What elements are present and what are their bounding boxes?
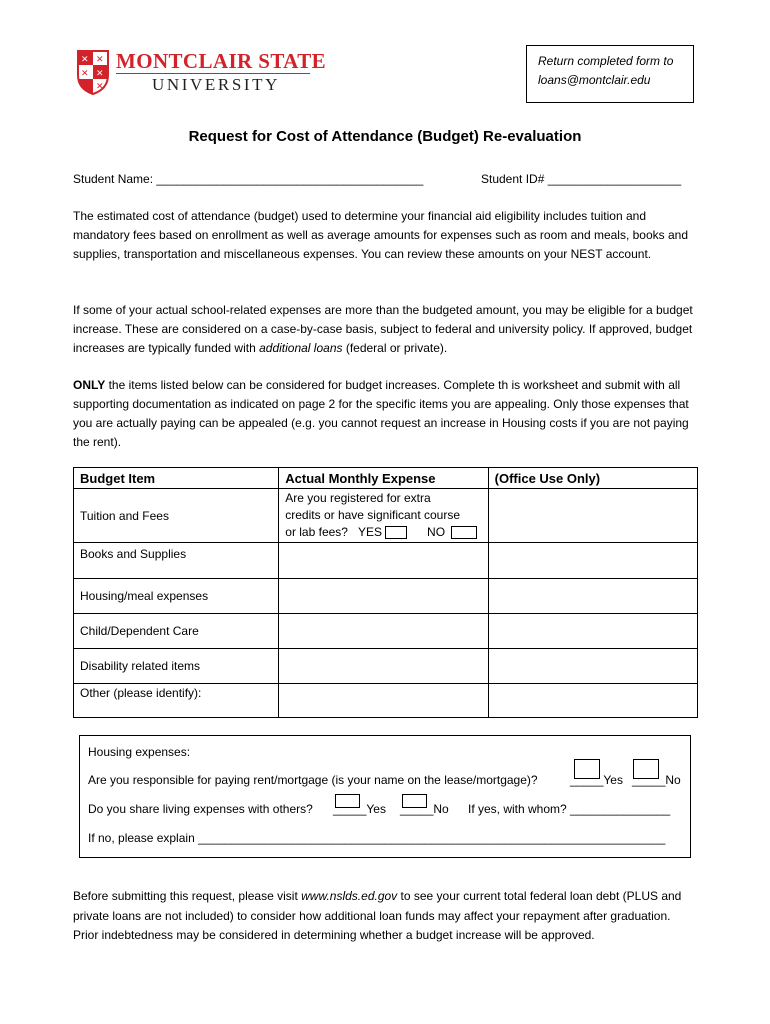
logo-university: UNIVERSITY [152, 75, 280, 94]
share-yes-label: _____Yes [333, 802, 386, 816]
table-row [74, 614, 698, 649]
paragraph-budget-intro: The estimated cost of attendance (budget) used to determine your financial aid eligibility includes tuition and mandatory fees based on enrollment as well as average amounts for expenses such as room and meals, books and supplies, transportation and miscellaneous expenses. You can review these amounts on your NEST account. [73, 209, 689, 261]
office-use-cell [488, 649, 697, 684]
nslds-link[interactable]: www.nslds.ed.gov [301, 889, 398, 903]
row-label-other: Other (please identify): [74, 684, 279, 718]
logo-name: MONTCLAIR STATE [116, 49, 327, 73]
table-row [74, 579, 698, 614]
housing-expenses-box [79, 735, 691, 858]
nslds-notice [73, 887, 698, 946]
office-use-cell [488, 489, 697, 543]
responsible-no-label: _____No [632, 773, 681, 787]
svg-text:✕: ✕ [96, 69, 104, 79]
table-row [74, 684, 698, 718]
expense-input-cell[interactable] [279, 684, 488, 718]
share-expenses-question: Do you share living expenses with others? [88, 802, 313, 816]
paragraph-only-items [73, 376, 698, 452]
paragraph-text: Before submitting this request, please visit [73, 889, 302, 903]
no-label: NO [427, 525, 446, 539]
share-with-whom-field[interactable]: If yes, with whom? _______________ [468, 802, 671, 816]
return-instructions-box [526, 45, 694, 103]
row-label-disability: Disability related items [74, 649, 279, 684]
svg-text:✕: ✕ [96, 82, 104, 92]
question-line: credits or have significant course [285, 508, 461, 522]
table-row [74, 543, 698, 579]
paragraph-budget-increase [73, 301, 698, 358]
student-id-field[interactable]: Student ID# ____________________ [481, 172, 682, 186]
housing-heading: Housing expenses: [88, 745, 191, 759]
row-label-housing: Housing/meal expenses [74, 579, 279, 614]
return-email: loans@montclair.edu [538, 73, 651, 87]
explain-field[interactable]: If no, please explain ______________________________________________________________________ [88, 831, 666, 845]
yes-label: YES [358, 525, 383, 539]
svg-text:✕: ✕ [81, 55, 89, 65]
additional-loans-emphasis: additional loans [259, 341, 343, 355]
office-use-cell [488, 684, 697, 718]
university-logo [76, 49, 327, 99]
row-label-books: Books and Supplies [74, 543, 279, 579]
row-label-tuition: Tuition and Fees [74, 489, 279, 543]
table-header-row [74, 468, 698, 489]
row-label-childcare: Child/Dependent Care [74, 614, 279, 649]
paragraph-text: If some of your actual school-related expenses are more than the budgeted amount, you may be eligible for a budget increase. These are considered on a case-by-case basis, subject to federal and university policy. If approved, budget increases are typically funded with [73, 303, 693, 355]
shield-icon [76, 49, 110, 95]
budget-table [73, 467, 698, 718]
only-emphasis: ONLY [73, 378, 106, 392]
no-checkbox[interactable] [451, 526, 477, 539]
paragraph-text: (federal or private). [342, 341, 448, 355]
return-line-1: Return completed form to [538, 54, 674, 68]
student-name-field[interactable]: Student Name: ________________________________________ [73, 172, 424, 186]
svg-text:✕: ✕ [81, 69, 89, 79]
table-row [74, 649, 698, 684]
expense-input-cell[interactable] [279, 579, 488, 614]
column-header-actual-expense: Actual Monthly Expense [279, 468, 488, 489]
yes-checkbox[interactable] [385, 526, 407, 539]
extra-credits-question [279, 489, 488, 543]
question-line: or lab fees? [285, 525, 348, 539]
paragraph-text: to see your current total federal loan debt (PLUS and private loans are not included) to consider how additional loan funds may affect your repayment after graduation. Prior indebtedness may be considered in determining whether a budget increase will be approved. [73, 889, 682, 942]
logo-divider [116, 73, 310, 74]
expense-input-cell[interactable] [279, 543, 488, 579]
expense-input-cell[interactable] [279, 614, 488, 649]
question-line: Are you registered for extra [285, 491, 431, 505]
question-line-with-options [285, 524, 487, 541]
share-no-label: _____No [400, 802, 449, 816]
paragraph-text: the items listed below can be considered for budget increases. Complete th is worksheet and submit with all supporting documentation as indicated on page 2 for the specific items you are appealing. Only those expenses that you are actually paying can be appealed (e.g. you cannot request an increase in Housing costs if you are not paying the rent). [73, 378, 689, 449]
table-row [74, 489, 698, 543]
column-header-budget-item: Budget Item [74, 468, 279, 489]
responsible-yes-label: _____Yes [570, 773, 623, 787]
office-use-cell [488, 579, 697, 614]
expense-input-cell[interactable] [279, 649, 488, 684]
office-use-cell [488, 614, 697, 649]
office-use-cell [488, 543, 697, 579]
page-title: Request for Cost of Attendance (Budget) Re-evaluation [188, 128, 582, 145]
svg-text:✕: ✕ [96, 55, 104, 65]
responsible-question: Are you responsible for paying rent/mortgage (is your name on the lease/mortgage)? [88, 773, 538, 787]
column-header-office-use: (Office Use Only) [488, 468, 697, 489]
